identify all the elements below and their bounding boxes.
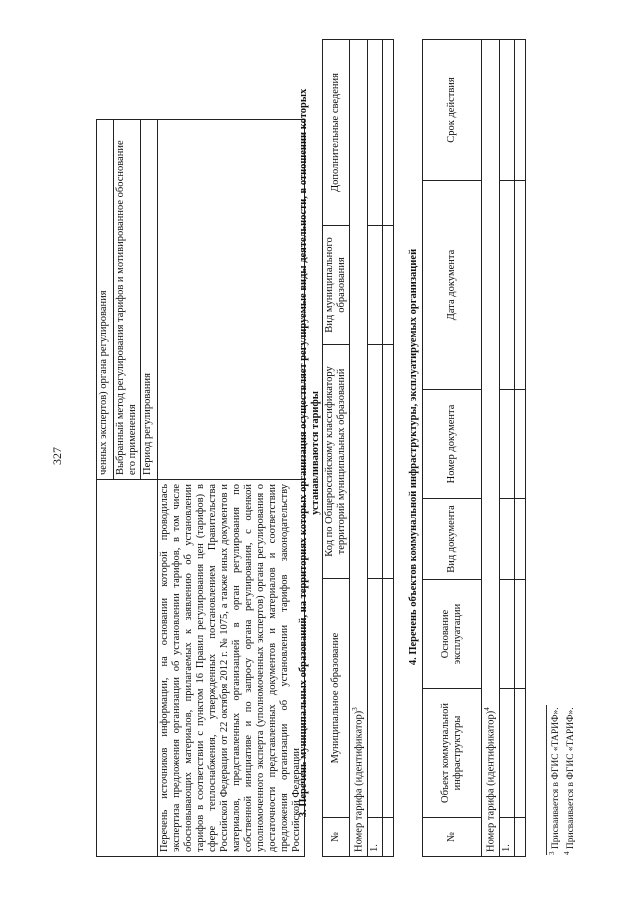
row-num: 1.: [367, 818, 382, 857]
table-row: [140, 120, 157, 857]
tariff-number-label: Номер тарифа (идентификатор): [353, 710, 365, 852]
infrastructure-table: [422, 39, 526, 857]
col-num: №: [423, 818, 482, 857]
col-extra: Дополнительные сведения: [323, 40, 350, 226]
table-row: [97, 120, 114, 857]
sources-text: Перечень источников информации, на основании которой проводилась экспертиза предложения организации об установлении тарифов, в том числе обосновывающих материалов, прилагаемых к заявлению об установлении тарифов в соответствии с пунктом 16 Правил регулирования цен (тарифов) в сфере теплоснабжения, утвержденных постановлением Правительства Российской Федерации от 22 октября 2012 г. № 1075, а также иных документов и материалов, представленных организацией в орган регулирования по собственной инициативе и по запросу органа регулирования, с оценкой уполномоченного эксперта (уполномоченных экспертов) органа регулирования о достаточности представленных документов и материалов и соответствии предложения организации об установлении тарифов законодательству Российской Федерации: [157, 480, 305, 857]
section4-title: 4. Перечень объектов коммунальной инфраструктуры, эксплуатируемых организацией: [408, 248, 419, 666]
section3-title: 3. Перечень муниципальных образований, на территориях которых организация осуществляет регулируемые виды деятельности, в отношении которых устанавливаются тарифы: [298, 88, 322, 818]
table-row: [423, 40, 482, 857]
row1-value: ченных экспертов) органа регулирования: [97, 120, 114, 480]
footnote-4: $^4$ Присваивается в ФГИС «ТАРИФ».: [563, 707, 577, 855]
table-row: [382, 40, 393, 857]
footnote-3: $^3$ Присваивается в ФГИС «ТАРИФ».: [548, 707, 562, 855]
regulation-table: [96, 119, 305, 857]
col-doc-date: Дата документа: [423, 181, 482, 390]
col-validity: Срок действия: [423, 40, 482, 181]
row-num: 1.: [499, 818, 514, 857]
footnote-ref: 4: [483, 707, 491, 711]
municipalities-table: [322, 39, 394, 857]
table-row: [350, 40, 368, 857]
footnote-divider: [546, 705, 547, 855]
col-object: Объект коммунальной инфраструктуры: [423, 689, 482, 818]
col-doc-type: Вид документа: [423, 499, 482, 580]
col-num: №: [323, 818, 350, 857]
tariff-number-label: Номер тарифа (идентификатор): [485, 710, 497, 852]
table-row: [499, 40, 514, 857]
footnotes: [548, 435, 578, 855]
table-row: [113, 120, 140, 857]
row3-value: Период регулирования: [140, 120, 157, 480]
row2-value: Выбранный метод регулирования тарифов и мотивированное обоснование его применения: [113, 120, 140, 480]
table-row: [367, 40, 382, 857]
col-doc-number: Номер документа: [423, 390, 482, 499]
col-oktmo: Код по Общероссийскому классификатору территорий муниципальных образований: [323, 345, 350, 579]
page-number: 327: [50, 447, 64, 465]
table-row: [514, 40, 525, 857]
col-type: Вид муниципального образования: [323, 226, 350, 345]
col-municipality: Муниципальное образование: [323, 579, 350, 818]
col-basis: Основание эксплуатации: [423, 580, 482, 689]
table-row: [482, 40, 500, 857]
footnote-ref: 3: [351, 707, 360, 711]
table-row: [157, 120, 305, 857]
table-row: [323, 40, 350, 857]
